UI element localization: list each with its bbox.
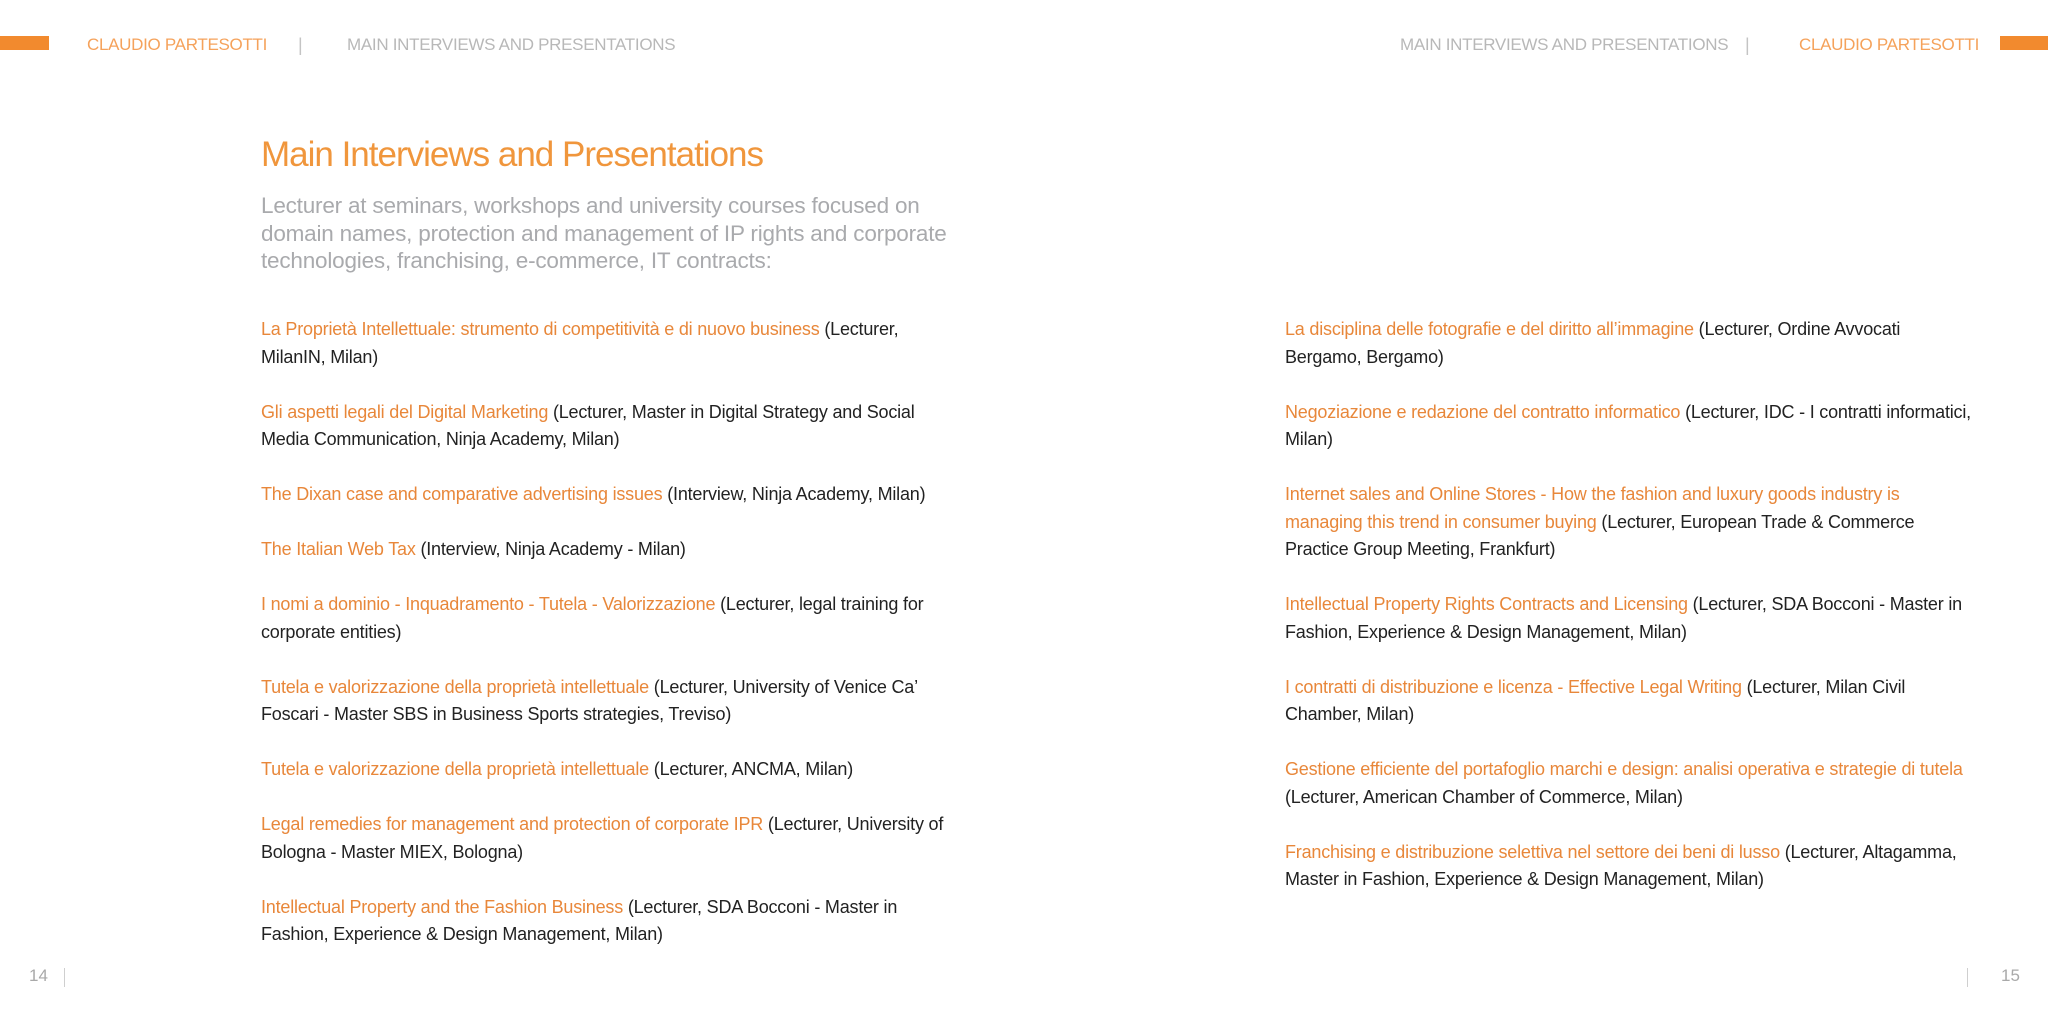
entry-detail: (Lecturer, MilanIN, Milan) <box>261 319 899 367</box>
entry-title: Internet sales and Online Stores - How the fashion and luxury goods industry is managing this trend in consumer buying <box>1285 484 1900 532</box>
entry-title: Franchising e distribuzione selettiva nel settore dei beni di lusso <box>1285 841 1780 862</box>
entry-detail: (Lecturer, University of Bologna - Master MIEX, Bologna) <box>261 814 944 862</box>
entry-detail: (Lecturer, American Chamber of Commerce, Milan) <box>1285 786 1683 807</box>
page-number: 14 <box>29 966 48 985</box>
entry-title: Tutela e valorizzazione della proprietà intellettuale <box>261 759 649 779</box>
entry-item <box>1285 481 1975 564</box>
entry-detail: (Lecturer, SDA Bocconi - Master in Fashion, Experience & Design Management, Milan) <box>261 896 898 944</box>
entry-item <box>261 591 951 646</box>
entry-item <box>1285 756 1975 811</box>
entry-detail: (Lecturer, legal training for corporate entities) <box>261 594 924 642</box>
entry-title: The Dixan case and comparative advertising issues <box>261 484 663 504</box>
entry-list-left <box>261 316 951 976</box>
entry-item <box>261 399 951 454</box>
entry-detail: (Interview, Ninja Academy - Milan) <box>420 539 686 559</box>
entry-title: Intellectual Property and the Fashion Business <box>261 896 624 917</box>
entry-detail: (Interview, Ninja Academy, Milan) <box>667 484 926 504</box>
entry-item <box>261 811 951 866</box>
header-section-title: MAIN INTERVIEWS AND PRESENTATIONS <box>347 35 676 54</box>
entry-title: Intellectual Property Rights Contracts and Licensing <box>1285 594 1688 614</box>
header-separator: | <box>298 35 303 55</box>
entry-detail: (Lecturer, Altagamma, Master in Fashion, Experience & Design Management, Milan) <box>1285 841 1957 889</box>
entry-detail: (Lecturer, Milan Civil Chamber, Milan) <box>1285 676 1906 724</box>
entry-item <box>1285 399 1975 454</box>
header-accent-bar <box>0 36 49 50</box>
entry-list-right <box>1285 316 1975 921</box>
page-number-divider <box>64 968 65 987</box>
intro-paragraph: Lecturer at seminars, workshops and university courses focused on domain names, protection and management of IP rights and corporate technologies, franchising, e-commerce, IT contracts: <box>261 193 947 273</box>
header-author-name: CLAUDIO PARTESOTTI <box>87 35 268 54</box>
entry-item <box>261 674 951 729</box>
page-number: 15 <box>2001 966 2020 985</box>
header-accent-bar <box>2000 36 2048 50</box>
entry-detail: (Lecturer, Ordine Avvocati Bergamo, Bergamo) <box>1285 319 1901 367</box>
entry-item <box>1285 839 1975 894</box>
entry-title: Gestione efficiente del portafoglio marchi e design: analisi operativa e strategie di tutela <box>1285 759 1963 779</box>
entry-title: Negoziazione e redazione del contratto informatico <box>1285 401 1681 422</box>
header-separator: | <box>1745 35 1750 55</box>
entry-detail: (Lecturer, Master in Digital Strategy and Social Media Communication, Ninja Academy, Milan) <box>261 401 915 449</box>
entry-title: I nomi a dominio - Inquadramento - Tutela - Valorizzazione <box>261 594 716 614</box>
header-section-title: MAIN INTERVIEWS AND PRESENTATIONS <box>1400 35 1729 54</box>
page-title: Main Interviews and Presentations <box>261 135 763 175</box>
entry-item <box>1285 674 1975 729</box>
entry-title: La Proprietà Intellettuale: strumento di competitività e di nuovo business <box>261 319 820 339</box>
entry-item <box>261 894 951 949</box>
entry-detail: (Lecturer, European Trade & Commerce Practice Group Meeting, Frankfurt) <box>1285 511 1915 559</box>
entry-title: I contratti di distribuzione e licenza - Effective Legal Writing <box>1285 676 1742 697</box>
entry-detail: (Lecturer, IDC - I contratti informatici, Milan) <box>1285 401 1971 449</box>
entry-title: Legal remedies for management and protection of corporate IPR <box>261 814 764 834</box>
entry-item <box>1285 316 1975 371</box>
right-page <box>1024 0 2048 1024</box>
entry-item <box>1285 591 1975 646</box>
page-number-divider <box>1967 968 1968 987</box>
entry-title: La disciplina delle fotografie e del diritto all’immagine <box>1285 319 1694 339</box>
entry-title: Tutela e valorizzazione della proprietà intellettuale <box>261 676 649 697</box>
entry-item <box>261 756 951 784</box>
entry-detail: (Lecturer, ANCMA, Milan) <box>653 759 854 779</box>
entry-title: The Italian Web Tax <box>261 539 416 559</box>
entry-item <box>261 536 951 564</box>
header-author-name: CLAUDIO PARTESOTTI <box>1799 35 1980 54</box>
entry-detail: (Lecturer, University of Venice Ca’ Foscari - Master SBS in Business Sports strategies, Treviso) <box>261 676 918 724</box>
entry-item <box>261 316 951 371</box>
entry-title: Gli aspetti legali del Digital Marketing <box>261 401 549 422</box>
entry-item <box>261 481 951 509</box>
entry-detail: (Lecturer, SDA Bocconi - Master in Fashion, Experience & Design Management, Milan) <box>1285 594 1962 642</box>
